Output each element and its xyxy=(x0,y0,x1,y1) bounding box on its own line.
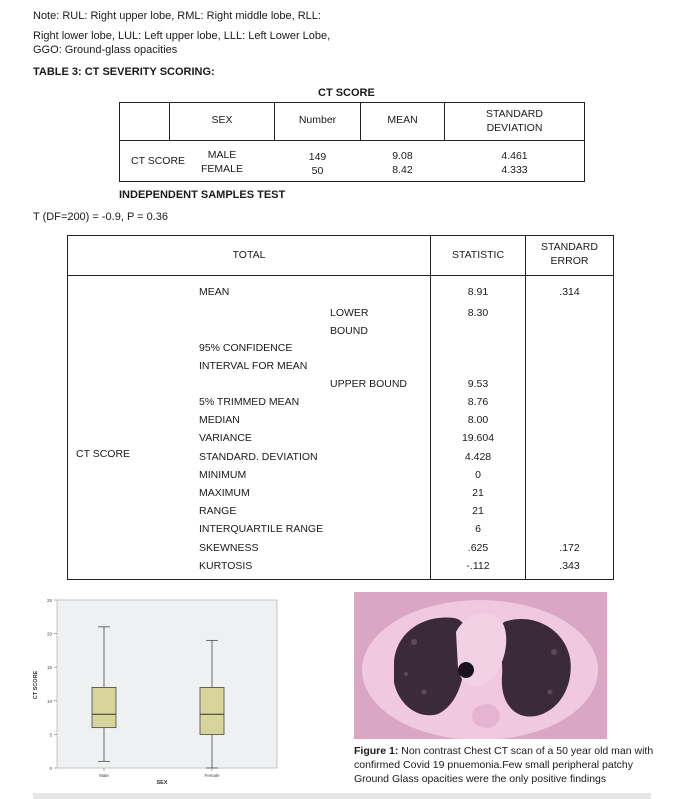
stat-se xyxy=(526,484,613,502)
stat-label: MEDIAN xyxy=(199,414,240,427)
col-se-line1: STANDARD xyxy=(541,241,598,253)
female-sd: 4.333 xyxy=(501,164,528,176)
sex-values xyxy=(170,148,274,176)
stat-label: 5% TRIMMED MEAN xyxy=(199,396,300,408)
female-label: FEMALE xyxy=(200,163,243,175)
table4-row-label: CT SCORE xyxy=(76,448,131,460)
stat-se xyxy=(526,520,613,538)
stat-label: MAXIMUM xyxy=(199,487,250,500)
female-number: 50 xyxy=(311,165,324,177)
stat-se xyxy=(526,502,613,520)
col-se-line2: ERROR xyxy=(550,255,589,267)
upper-bound-label: UPPER BOUND xyxy=(330,378,408,390)
note-line-1: Note: RUL: Right upper lobe, RML: Right middle lobe, RLL: xyxy=(33,10,321,22)
male-mean: 9.08 xyxy=(392,150,413,162)
plot-area xyxy=(57,600,277,768)
male-label: MALE xyxy=(207,149,237,161)
female-mean: 8.42 xyxy=(392,164,413,176)
footer-bar xyxy=(33,793,651,799)
table4 xyxy=(67,235,614,580)
col-sd xyxy=(445,107,584,135)
male-sd: 4.461 xyxy=(501,150,528,162)
upper-value: 9.53 xyxy=(467,378,489,390)
stat-label: MINIMUM xyxy=(199,468,247,481)
stat-value: 21 xyxy=(472,487,484,500)
lower-line1: LOWER xyxy=(330,307,369,319)
col-sex: SEX xyxy=(211,114,233,126)
col-mean: MEAN xyxy=(387,114,418,126)
col-statistic: STATISTIC xyxy=(451,249,505,261)
stat-label: INTERQUARTILE RANGE xyxy=(199,523,324,536)
boxplot-chart xyxy=(27,590,281,790)
stat-value: 8.76 xyxy=(467,396,489,408)
stat-value: 19.604 xyxy=(461,432,495,445)
y-tick-label: 25 xyxy=(46,598,52,603)
ci-label xyxy=(199,339,307,375)
stat-se: .172 xyxy=(559,541,580,554)
col-se xyxy=(526,240,613,268)
mean-se: .314 xyxy=(559,286,580,298)
sd-values xyxy=(445,149,584,177)
stat-label: SKEWNESS xyxy=(199,541,259,554)
stat-se-values xyxy=(526,393,613,575)
table3-header-title: CT SCORE xyxy=(318,87,375,99)
stat-value: 21 xyxy=(472,505,484,518)
stat-label: VARIANCE xyxy=(199,432,252,445)
stat-value: -.112 xyxy=(466,559,490,572)
col-sd-line2: DEVIATION xyxy=(486,122,543,134)
stat-label: KURTOSIS xyxy=(199,559,253,572)
spine xyxy=(472,704,500,728)
stat-value: 4.428 xyxy=(464,450,492,463)
caption-line2: confirmed Covid 19 pnuemonia.Few small peripheral patchy xyxy=(354,759,633,771)
caption-label: Figure 1: xyxy=(354,745,399,757)
stat-value: 8.00 xyxy=(467,414,489,427)
box-male xyxy=(92,687,116,727)
mean-value: 8.91 xyxy=(467,286,489,298)
stat-value: 0 xyxy=(475,468,481,481)
lower-line2: BOUND xyxy=(330,325,368,337)
stat-se xyxy=(526,466,613,484)
col-sd-line1: STANDARD xyxy=(486,108,543,120)
y-axis-label: CT SCORE xyxy=(33,670,39,700)
mean-label: MEAN xyxy=(199,286,230,298)
stat-label: STANDARD. DEVIATION xyxy=(199,450,318,463)
y-tick-label: 15 xyxy=(46,665,52,671)
y-tick-label: 5 xyxy=(49,732,52,738)
stat-value: 6 xyxy=(475,523,481,536)
x-axis-label: SEX xyxy=(156,780,168,786)
caption-line3: Ground Glass opacities were the only positive findings xyxy=(354,773,607,785)
col-total: TOTAL xyxy=(232,249,266,261)
caption-line1: Non contrast Chest CT scan of a 50 year old man with xyxy=(398,745,654,757)
y-tick-label: 20 xyxy=(46,631,52,637)
table3-row-label: CT SCORE xyxy=(131,155,186,167)
stat-label: RANGE xyxy=(199,505,237,518)
y-tick-label: 10 xyxy=(46,698,52,704)
note-line-2: Right lower lobe, LUL: Left upper lobe, LLL: Left Lower Lobe, xyxy=(33,30,331,42)
x-tick-label: Male xyxy=(99,773,109,778)
ci-line1: 95% CONFIDENCE xyxy=(199,342,293,354)
mean-values xyxy=(361,149,444,177)
note-line-3: GGO: Ground-glass opacities xyxy=(33,44,178,56)
x-tick-label: Female xyxy=(204,773,220,778)
male-number: 149 xyxy=(308,151,327,163)
stat-se xyxy=(526,429,613,447)
stat-value: .625 xyxy=(467,541,489,554)
table3-footer: INDEPENDENT SAMPLES TEST xyxy=(119,189,286,201)
ttest-result: T (DF=200) = -0.9, P = 0.36 xyxy=(33,211,169,223)
stat-se xyxy=(526,393,613,411)
y-tick-label: 0 xyxy=(49,766,52,771)
trachea xyxy=(458,662,474,678)
stat-labels xyxy=(199,393,323,575)
lower-value: 8.30 xyxy=(467,307,489,319)
ci-line2: INTERVAL FOR MEAN xyxy=(199,360,308,372)
figure-caption xyxy=(354,744,653,786)
lower-bound-label xyxy=(330,304,369,340)
stat-se: .343 xyxy=(559,559,580,572)
stat-se xyxy=(526,411,613,429)
stat-se xyxy=(526,448,613,466)
table3 xyxy=(119,102,585,182)
number-values xyxy=(275,150,360,178)
col-number: Number xyxy=(298,114,337,126)
stat-values xyxy=(431,393,525,575)
table3-title: TABLE 3: CT SEVERITY SCORING: xyxy=(33,66,215,78)
box-female xyxy=(200,687,224,734)
ct-scan-image xyxy=(354,592,607,739)
